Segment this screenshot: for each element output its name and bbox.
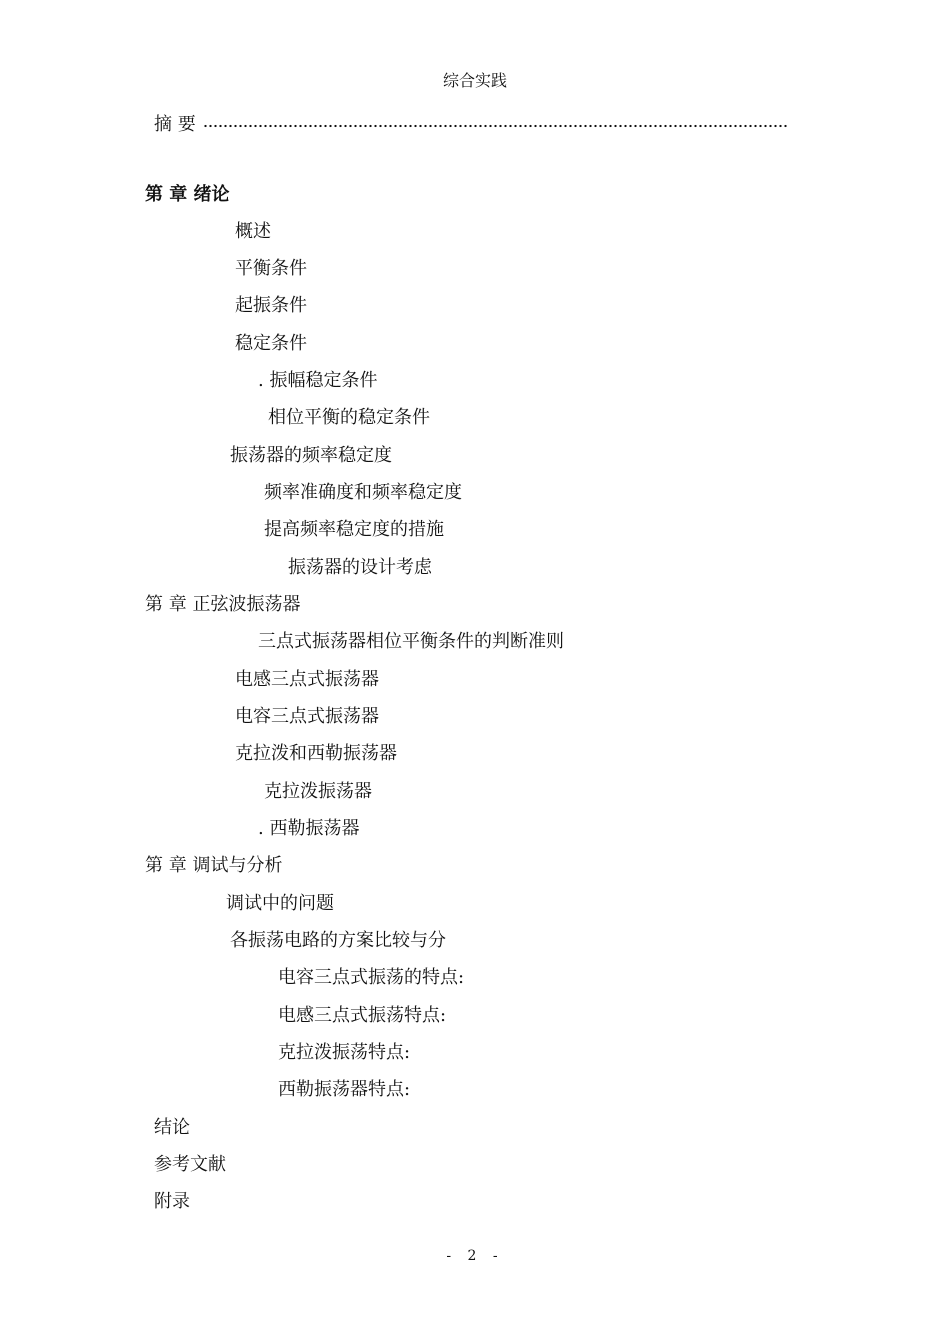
page-header: 综合实践 [442,71,507,90]
toc-entry[interactable]: . 振幅稳定条件 [258,370,378,391]
toc-entry[interactable]: 第 章 绪论 [145,184,230,205]
toc-entry[interactable]: 起振条件 [235,295,307,316]
toc-entry[interactable]: 概述 [235,221,271,242]
toc-entry[interactable]: 电感三点式振荡特点: [278,1005,447,1026]
toc-entry[interactable]: 振荡器的设计考虑 [288,557,432,578]
toc-entry[interactable]: 附录 [154,1191,190,1212]
toc-entry[interactable]: 克拉泼和西勒振荡器 [235,743,397,764]
toc-entry[interactable]: . 西勒振荡器 [258,818,360,839]
toc-entry[interactable]: 振荡器的频率稳定度 [230,445,392,466]
toc-entry[interactable]: 电感三点式振荡器 [235,669,379,690]
toc-leader-dots [203,121,788,131]
toc-entry[interactable]: 结论 [154,1117,190,1138]
toc-entry[interactable]: 克拉泼振荡器 [264,781,372,802]
toc-entry[interactable]: 相位平衡的稳定条件 [268,407,430,428]
toc-abstract-label[interactable]: 摘 要 [154,114,196,135]
toc-entry[interactable]: 参考文献 [154,1154,226,1175]
toc-entry[interactable]: 稳定条件 [235,333,307,354]
toc-entry[interactable]: 调试中的问题 [226,893,334,914]
toc-entry[interactable]: 频率准确度和频率稳定度 [264,482,462,503]
toc-entry[interactable]: 电容三点式振荡器 [235,706,379,727]
toc-entry[interactable]: 提高频率稳定度的措施 [264,519,444,540]
toc-entry[interactable]: 三点式振荡器相位平衡条件的判断准则 [258,631,564,652]
toc-entry[interactable]: 电容三点式振荡的特点: [278,967,465,988]
toc-entry[interactable]: 第 章 调试与分析 [145,855,283,876]
toc-entry[interactable]: 西勒振荡器特点: [278,1079,411,1100]
toc-entry[interactable]: 平衡条件 [235,258,307,279]
toc-entry[interactable]: 克拉泼振荡特点: [278,1042,411,1063]
page-number: - 2 - [446,1248,504,1264]
toc-entry[interactable]: 各振荡电路的方案比较与分 [230,930,446,951]
toc-entry[interactable]: 第 章 正弦波振荡器 [145,594,301,615]
